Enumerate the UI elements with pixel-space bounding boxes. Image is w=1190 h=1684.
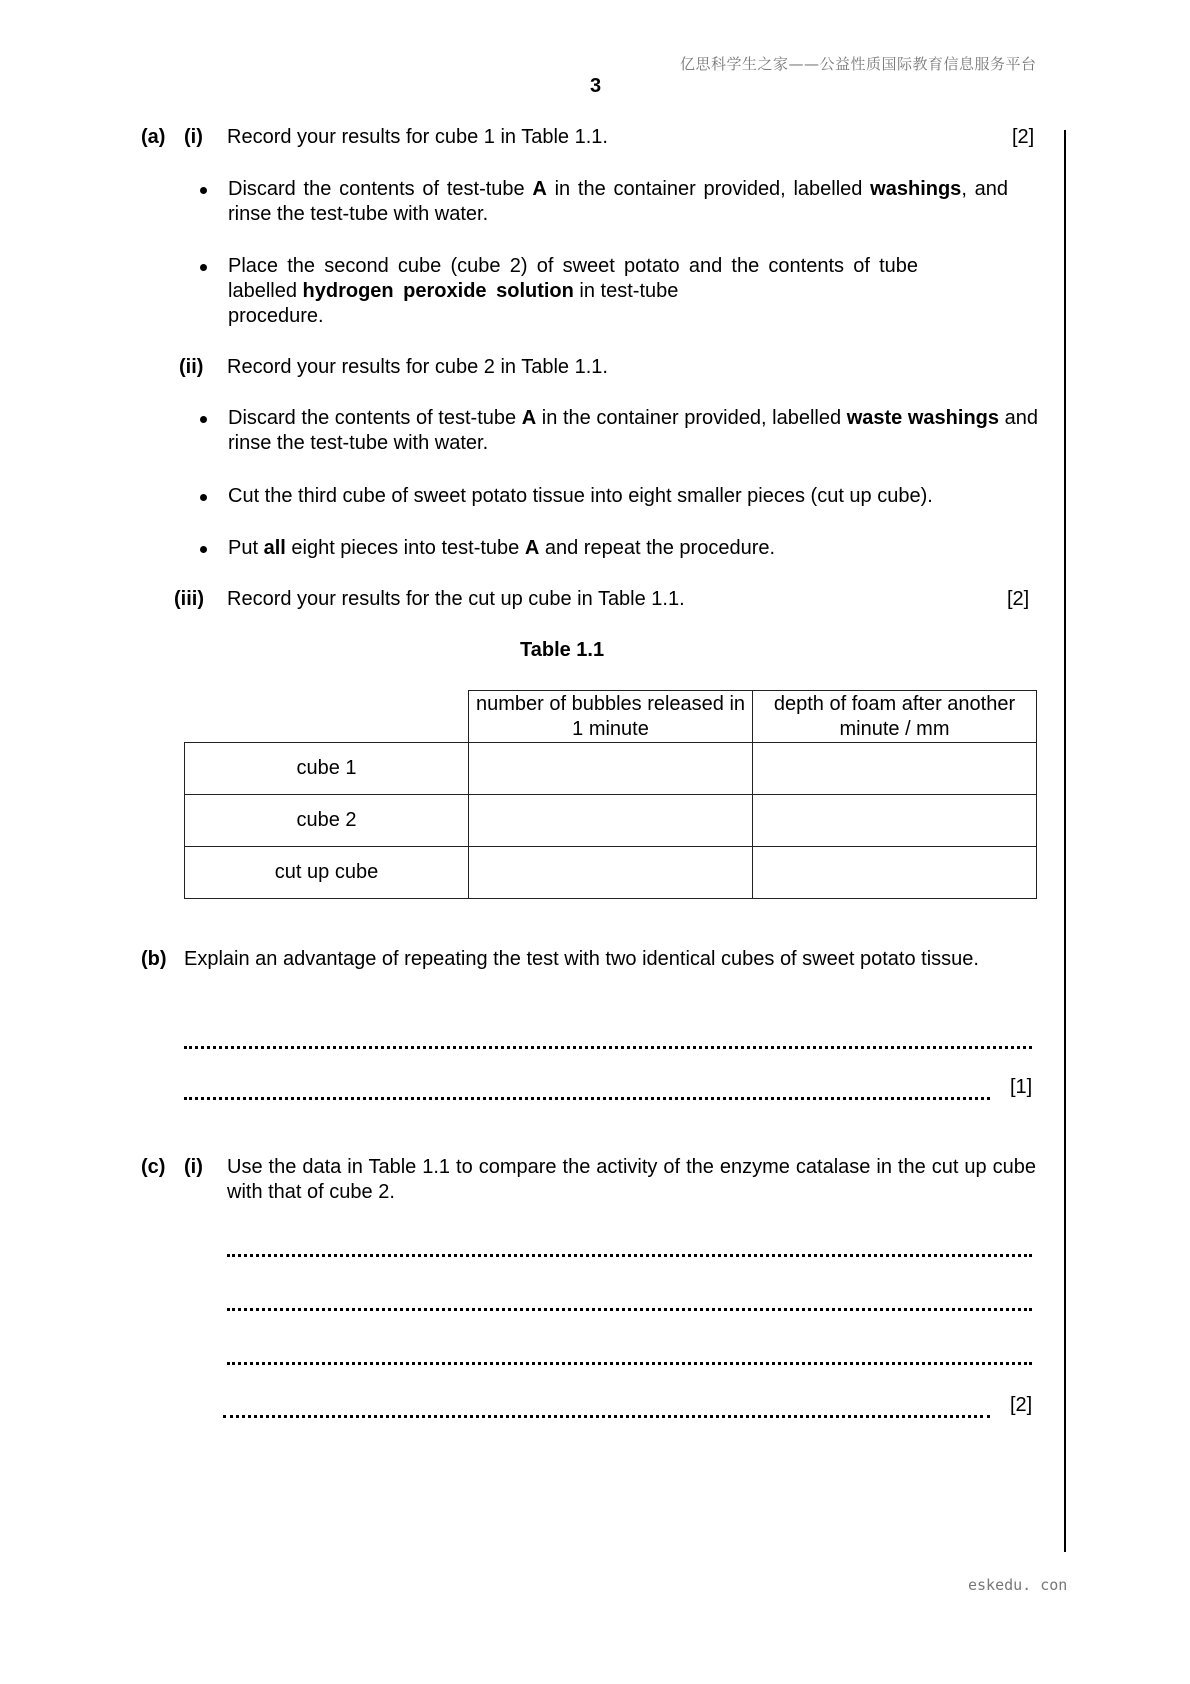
bullet-icon — [200, 264, 207, 271]
answer-cell[interactable] — [753, 743, 1037, 795]
question-a-ii-text: Record your results for cube 2 in Table 1.1. — [227, 356, 608, 378]
instruction-bullet-2: Place the second cube (cube 2) of sweet potato and the contents of tube labelled hydrogen peroxide solution in test-tube — [228, 255, 918, 302]
answer-cell[interactable] — [469, 795, 753, 847]
row-label: cube 2 — [185, 795, 469, 847]
bullet-icon — [200, 416, 207, 423]
question-a-i-text: Record your results for cube 1 in Table 1.1. — [227, 126, 608, 148]
table-title: Table 1.1 — [520, 639, 605, 661]
row-label: cube 1 — [185, 743, 469, 795]
question-a-iii-text: Record your results for the cut up cube in Table 1.1. — [227, 588, 685, 610]
bullet-icon — [200, 187, 207, 194]
table-row — [185, 743, 1037, 795]
question-label-c: (c) — [141, 1156, 166, 1178]
answer-cell[interactable] — [753, 847, 1037, 899]
row-label: cut up cube — [185, 847, 469, 899]
table-header-row — [185, 691, 1037, 743]
table-corner-cell — [185, 691, 469, 743]
answer-line-b-2[interactable] — [184, 1097, 990, 1100]
subquestion-label-ii: (ii) — [179, 356, 204, 378]
answer-line-b-1[interactable] — [184, 1046, 1032, 1049]
answer-line-c-3[interactable] — [227, 1362, 1032, 1365]
instruction-bullet-3: Discard the contents of test-tube A in the container provided, labelled waste washings and rinse the test-tube with water. — [228, 407, 1038, 454]
answer-line-c-2[interactable] — [227, 1308, 1032, 1311]
bullet-icon — [200, 546, 207, 553]
right-margin-line — [1064, 130, 1066, 1552]
question-b-text: Explain an advantage of repeating the test with two identical cubes of sweet potato tissue. — [184, 948, 979, 970]
header-watermark: 亿思科学生之家——公益性质国际教育信息服务平台 — [680, 55, 1037, 73]
subquestion-label-i: (i) — [184, 126, 203, 148]
results-table — [184, 690, 1037, 899]
table-row — [185, 795, 1037, 847]
column-header-bubbles: number of bubbles released in 1 minute — [469, 691, 753, 743]
marks-a-i: [2] — [1012, 126, 1035, 148]
page-number: 3 — [590, 75, 602, 97]
answer-cell[interactable] — [469, 743, 753, 795]
table-row — [185, 847, 1037, 899]
answer-line-c-4[interactable] — [223, 1415, 990, 1418]
subquestion-label-iii: (iii) — [174, 588, 204, 610]
instruction-bullet-5: Put all eight pieces into test-tube A and repeat the procedure. — [228, 537, 776, 559]
answer-cell[interactable] — [753, 795, 1037, 847]
answer-cell[interactable] — [469, 847, 753, 899]
marks-b: [1] — [1010, 1076, 1033, 1098]
column-header-foam: depth of foam after another minute / mm — [753, 691, 1037, 743]
bullet-icon — [200, 494, 207, 501]
instruction-bullet-1: Discard the contents of test-tube A in the container provided, labelled washings, and rinse the test-tube with water. — [228, 178, 1008, 225]
marks-a-iii: [2] — [1007, 588, 1030, 610]
marks-c-i: [2] — [1010, 1394, 1033, 1416]
question-label-a: (a) — [141, 126, 166, 148]
instruction-bullet-4: Cut the third cube of sweet potato tissue into eight smaller pieces (cut up cube). — [228, 485, 933, 507]
subquestion-label-c-i: (i) — [184, 1156, 203, 1178]
answer-line-c-1[interactable] — [227, 1254, 1032, 1257]
question-label-b: (b) — [141, 948, 167, 970]
instruction-bullet-2-end: procedure. — [228, 305, 324, 327]
question-c-i-text: Use the data in Table 1.1 to compare the activity of the enzyme catalase in the cut up cube with that of cube 2. — [227, 1156, 1036, 1203]
footer-watermark: eskedu. con — [968, 1576, 1068, 1594]
